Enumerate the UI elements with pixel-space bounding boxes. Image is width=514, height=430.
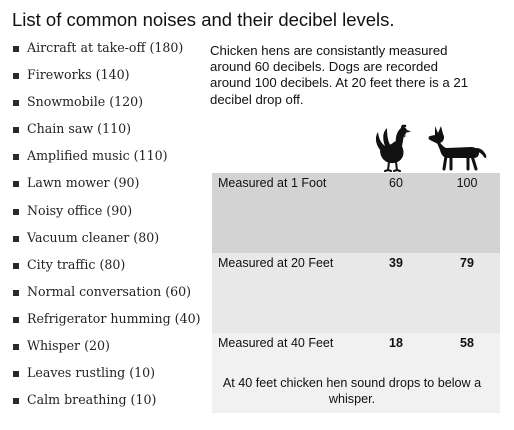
noise-label: Refrigerator humming (40): [27, 310, 201, 326]
noise-label: Noisy office (90): [27, 202, 133, 218]
square-bullet-icon: [13, 73, 19, 79]
list-item: [13, 230, 201, 257]
list-item: [13, 365, 201, 392]
dog-icon: [427, 122, 489, 172]
square-bullet-icon: [13, 181, 19, 187]
noise-label: Calm breathing (10): [27, 392, 157, 408]
dog-value: 79: [460, 256, 474, 270]
list-item: [13, 257, 201, 284]
square-bullet-icon: [13, 317, 19, 323]
list-item: [13, 175, 201, 202]
noise-label: Lawn mower (90): [27, 175, 140, 191]
measurement-table: [212, 173, 500, 413]
noise-label: City traffic (80): [27, 256, 126, 272]
noise-label: Snowmobile (120): [27, 94, 144, 110]
square-bullet-icon: [13, 127, 19, 133]
noise-label: Leaves rustling (10): [27, 365, 156, 381]
table-row: [212, 253, 500, 333]
noise-label: Whisper (20): [27, 338, 110, 354]
noise-list: [13, 40, 201, 419]
noise-label: Normal conversation (60): [27, 283, 192, 299]
dog-value: 58: [460, 336, 474, 350]
noise-label: Chain saw (110): [27, 121, 132, 137]
noise-label: Fireworks (140): [27, 67, 130, 83]
square-bullet-icon: [13, 290, 19, 296]
noise-label: Amplified music (110): [27, 148, 168, 164]
square-bullet-icon: [13, 236, 19, 242]
chicken-value: 18: [389, 336, 403, 350]
chicken-value: 60: [389, 176, 403, 190]
intro-paragraph: Chicken hens are consistantly measured around 60 decibels. Dogs are recorded around 100 decibels. At 20 feet there is a 21 decibel drop off.: [210, 43, 469, 107]
table-note: At 40 feet chicken hen sound drops to below a whisper.: [222, 376, 482, 406]
square-bullet-icon: [13, 100, 19, 106]
list-item: [13, 338, 201, 365]
noise-label: Vacuum cleaner (80): [27, 229, 160, 245]
square-bullet-icon: [13, 154, 19, 160]
square-bullet-icon: [13, 209, 19, 215]
page-title: List of common noises and their decibel levels.: [12, 9, 395, 30]
list-item: [13, 67, 201, 94]
noise-label: Aircraft at take-off (180): [27, 40, 184, 55]
square-bullet-icon: [13, 398, 19, 404]
square-bullet-icon: [13, 371, 19, 377]
dog-value: 100: [456, 176, 478, 190]
square-bullet-icon: [13, 46, 19, 52]
list-item: [13, 148, 201, 175]
list-item: [13, 203, 201, 230]
chicken-value: 39: [389, 256, 403, 270]
row-label: Measured at 20 Feet: [218, 256, 334, 270]
list-item: [13, 392, 201, 419]
list-item: [13, 94, 201, 121]
list-item: [13, 311, 201, 338]
square-bullet-icon: [13, 344, 19, 350]
chicken-icon: [370, 124, 412, 172]
row-label: Measured at 40 Feet: [218, 336, 334, 350]
list-item: [13, 40, 201, 67]
list-item: [13, 284, 201, 311]
table-row: [212, 173, 500, 253]
row-label: Measured at 1 Foot: [218, 176, 327, 190]
square-bullet-icon: [13, 263, 19, 269]
list-item: [13, 121, 201, 148]
